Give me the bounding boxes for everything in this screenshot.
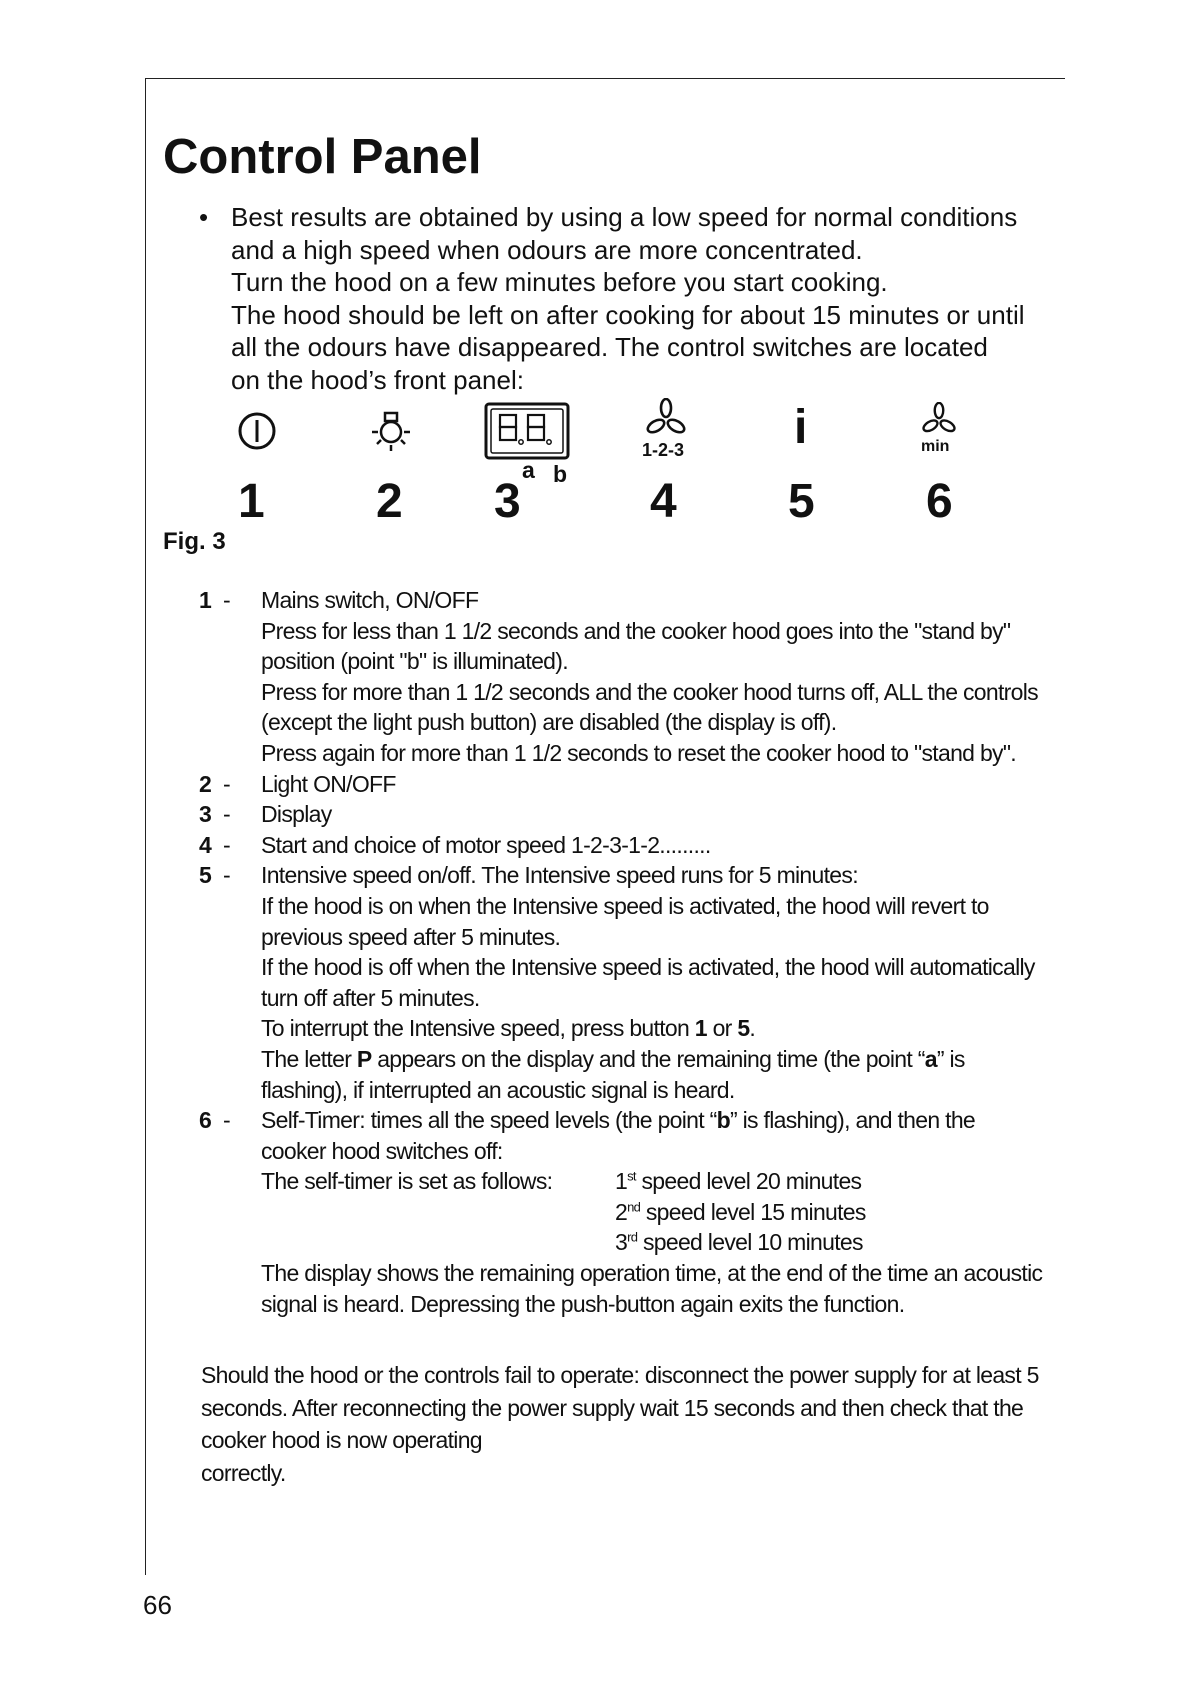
min-label: min [921, 438, 950, 455]
item-text: Intensive speed on/off. The Intensive speed runs for 5 minutes: [261, 862, 858, 889]
intro-paragraph [231, 201, 1031, 396]
item-text: Press again for more than 1 1/2 seconds to reset the cooker hood to "stand by". [261, 739, 1017, 766]
fan-speed-icon [646, 398, 686, 438]
control-number-6: 6 [926, 475, 953, 528]
list-item-6 [199, 1105, 1043, 1319]
troubleshooting-note [201, 1359, 1041, 1489]
timer-level-1: 1st speed level 20 minutes [615, 1168, 862, 1195]
list-item-5 [199, 860, 1039, 1105]
intro-line: Best results are obtained by using a low speed for normal conditions [231, 202, 1018, 232]
power-icon [236, 410, 278, 452]
item-number: 6 [199, 1107, 212, 1134]
speed-sequence-label: 1-2-3 [642, 440, 685, 460]
page-number: 66 [143, 1590, 172, 1620]
item-text: cooker hood switches off: [261, 1137, 503, 1164]
item-text: If the hood is off when the Intensive speed is activated, the hood will automatically [261, 954, 1035, 981]
list-item-3 [199, 799, 1039, 830]
note-line: seconds. After reconnecting the power supply wait 15 seconds and then check that the [201, 1394, 1024, 1421]
bullet: • [199, 202, 209, 232]
item-text: The display shows the remaining operation time, at the end of the time an acoustic [261, 1260, 1043, 1287]
item-number: 5 [199, 862, 212, 889]
timer-level-3: 3rd speed level 10 minutes [615, 1229, 863, 1256]
point-a-label: a [522, 457, 535, 483]
control-number-4: 4 [650, 475, 677, 528]
list-item-4 [199, 830, 1039, 861]
top-rule [145, 78, 1065, 79]
item-text: Press for more than 1 1/2 seconds and the cooker hood turns off, ALL the controls [261, 678, 1038, 705]
item-text: Start and choice of motor speed 1-2-3-1-2......... [261, 831, 711, 858]
item-dash: - [223, 862, 230, 889]
item-dash: - [223, 831, 230, 858]
item-number: 4 [199, 831, 212, 858]
list-item-2 [199, 769, 1039, 800]
display-icon [484, 402, 570, 460]
item-text: signal is heard. Depressing the push-button again exits the function. [261, 1290, 905, 1317]
item-text: position (point "b" is illuminated). [261, 648, 568, 675]
item-text: Self-Timer: times all the speed levels (the point “b” is flashing), and then the [261, 1107, 976, 1134]
fan-timer-icon [922, 402, 956, 436]
figure-caption: Fig. 3 [163, 528, 226, 555]
item-text: previous speed after 5 minutes. [261, 923, 561, 950]
item-text: Light ON/OFF [261, 770, 396, 797]
intro-line: all the odours have disappeared. The control switches are located [231, 332, 988, 362]
item-text: turn off after 5 minutes. [261, 984, 480, 1011]
intro-line: Turn the hood on a few minutes before you start cooking. [231, 267, 888, 297]
note-line: Should the hood or the controls fail to operate: disconnect the power supply for at least 5 [201, 1362, 1039, 1388]
control-number-5: 5 [788, 475, 815, 528]
item-number: 1 [199, 587, 212, 613]
controls-description-list [199, 585, 1043, 1319]
control-number-1: 1 [238, 475, 265, 528]
item-text: (except the light push button) are disabled (the display is off). [261, 709, 837, 736]
note-line: correctly. [201, 1459, 286, 1486]
timer-level-2: 2nd speed level 15 minutes [615, 1198, 866, 1225]
item-text: To interrupt the Intensive speed, press button 1 or 5. [261, 1015, 756, 1042]
item-text: Display [261, 801, 332, 828]
item-text: Press for less than 1 1/2 seconds and the cooker hood goes into the "stand by" [261, 617, 1011, 644]
control-number-2: 2 [376, 475, 403, 528]
control-number-3: 3 [494, 475, 521, 528]
item-number: 2 [199, 770, 212, 797]
self-timer-label: The self-timer is set as follows: [261, 1168, 553, 1195]
item-text: flashing), if interrupted an acoustic signal is heard. [261, 1076, 735, 1103]
item-text: Mains switch, ON/OFF [261, 587, 479, 613]
item-dash: - [223, 587, 230, 613]
item-dash: - [223, 1107, 230, 1134]
item-dash: - [223, 801, 230, 828]
info-icon: i [794, 401, 808, 454]
item-number: 3 [199, 801, 212, 828]
intro-line: The hood should be left on after cooking for about 15 minutes or until [231, 299, 1025, 330]
intro-line: and a high speed when odours are more concentrated. [231, 234, 863, 265]
left-rule [145, 78, 146, 1575]
point-b-label: b [553, 461, 568, 487]
list-item-1 [199, 585, 1039, 769]
note-line: cooker hood is now operating [201, 1427, 482, 1453]
intro-line: on the hood’s front panel: [231, 364, 524, 395]
item-dash: - [223, 770, 230, 797]
page-title: Control Panel [163, 130, 482, 184]
item-text: The letter P appears on the display and the remaining time (the point “a” is [261, 1045, 965, 1072]
self-timer-table [199, 1166, 1039, 1197]
item-text: If the hood is on when the Intensive speed is activated, the hood will revert to [261, 892, 989, 919]
light-icon [370, 410, 412, 454]
